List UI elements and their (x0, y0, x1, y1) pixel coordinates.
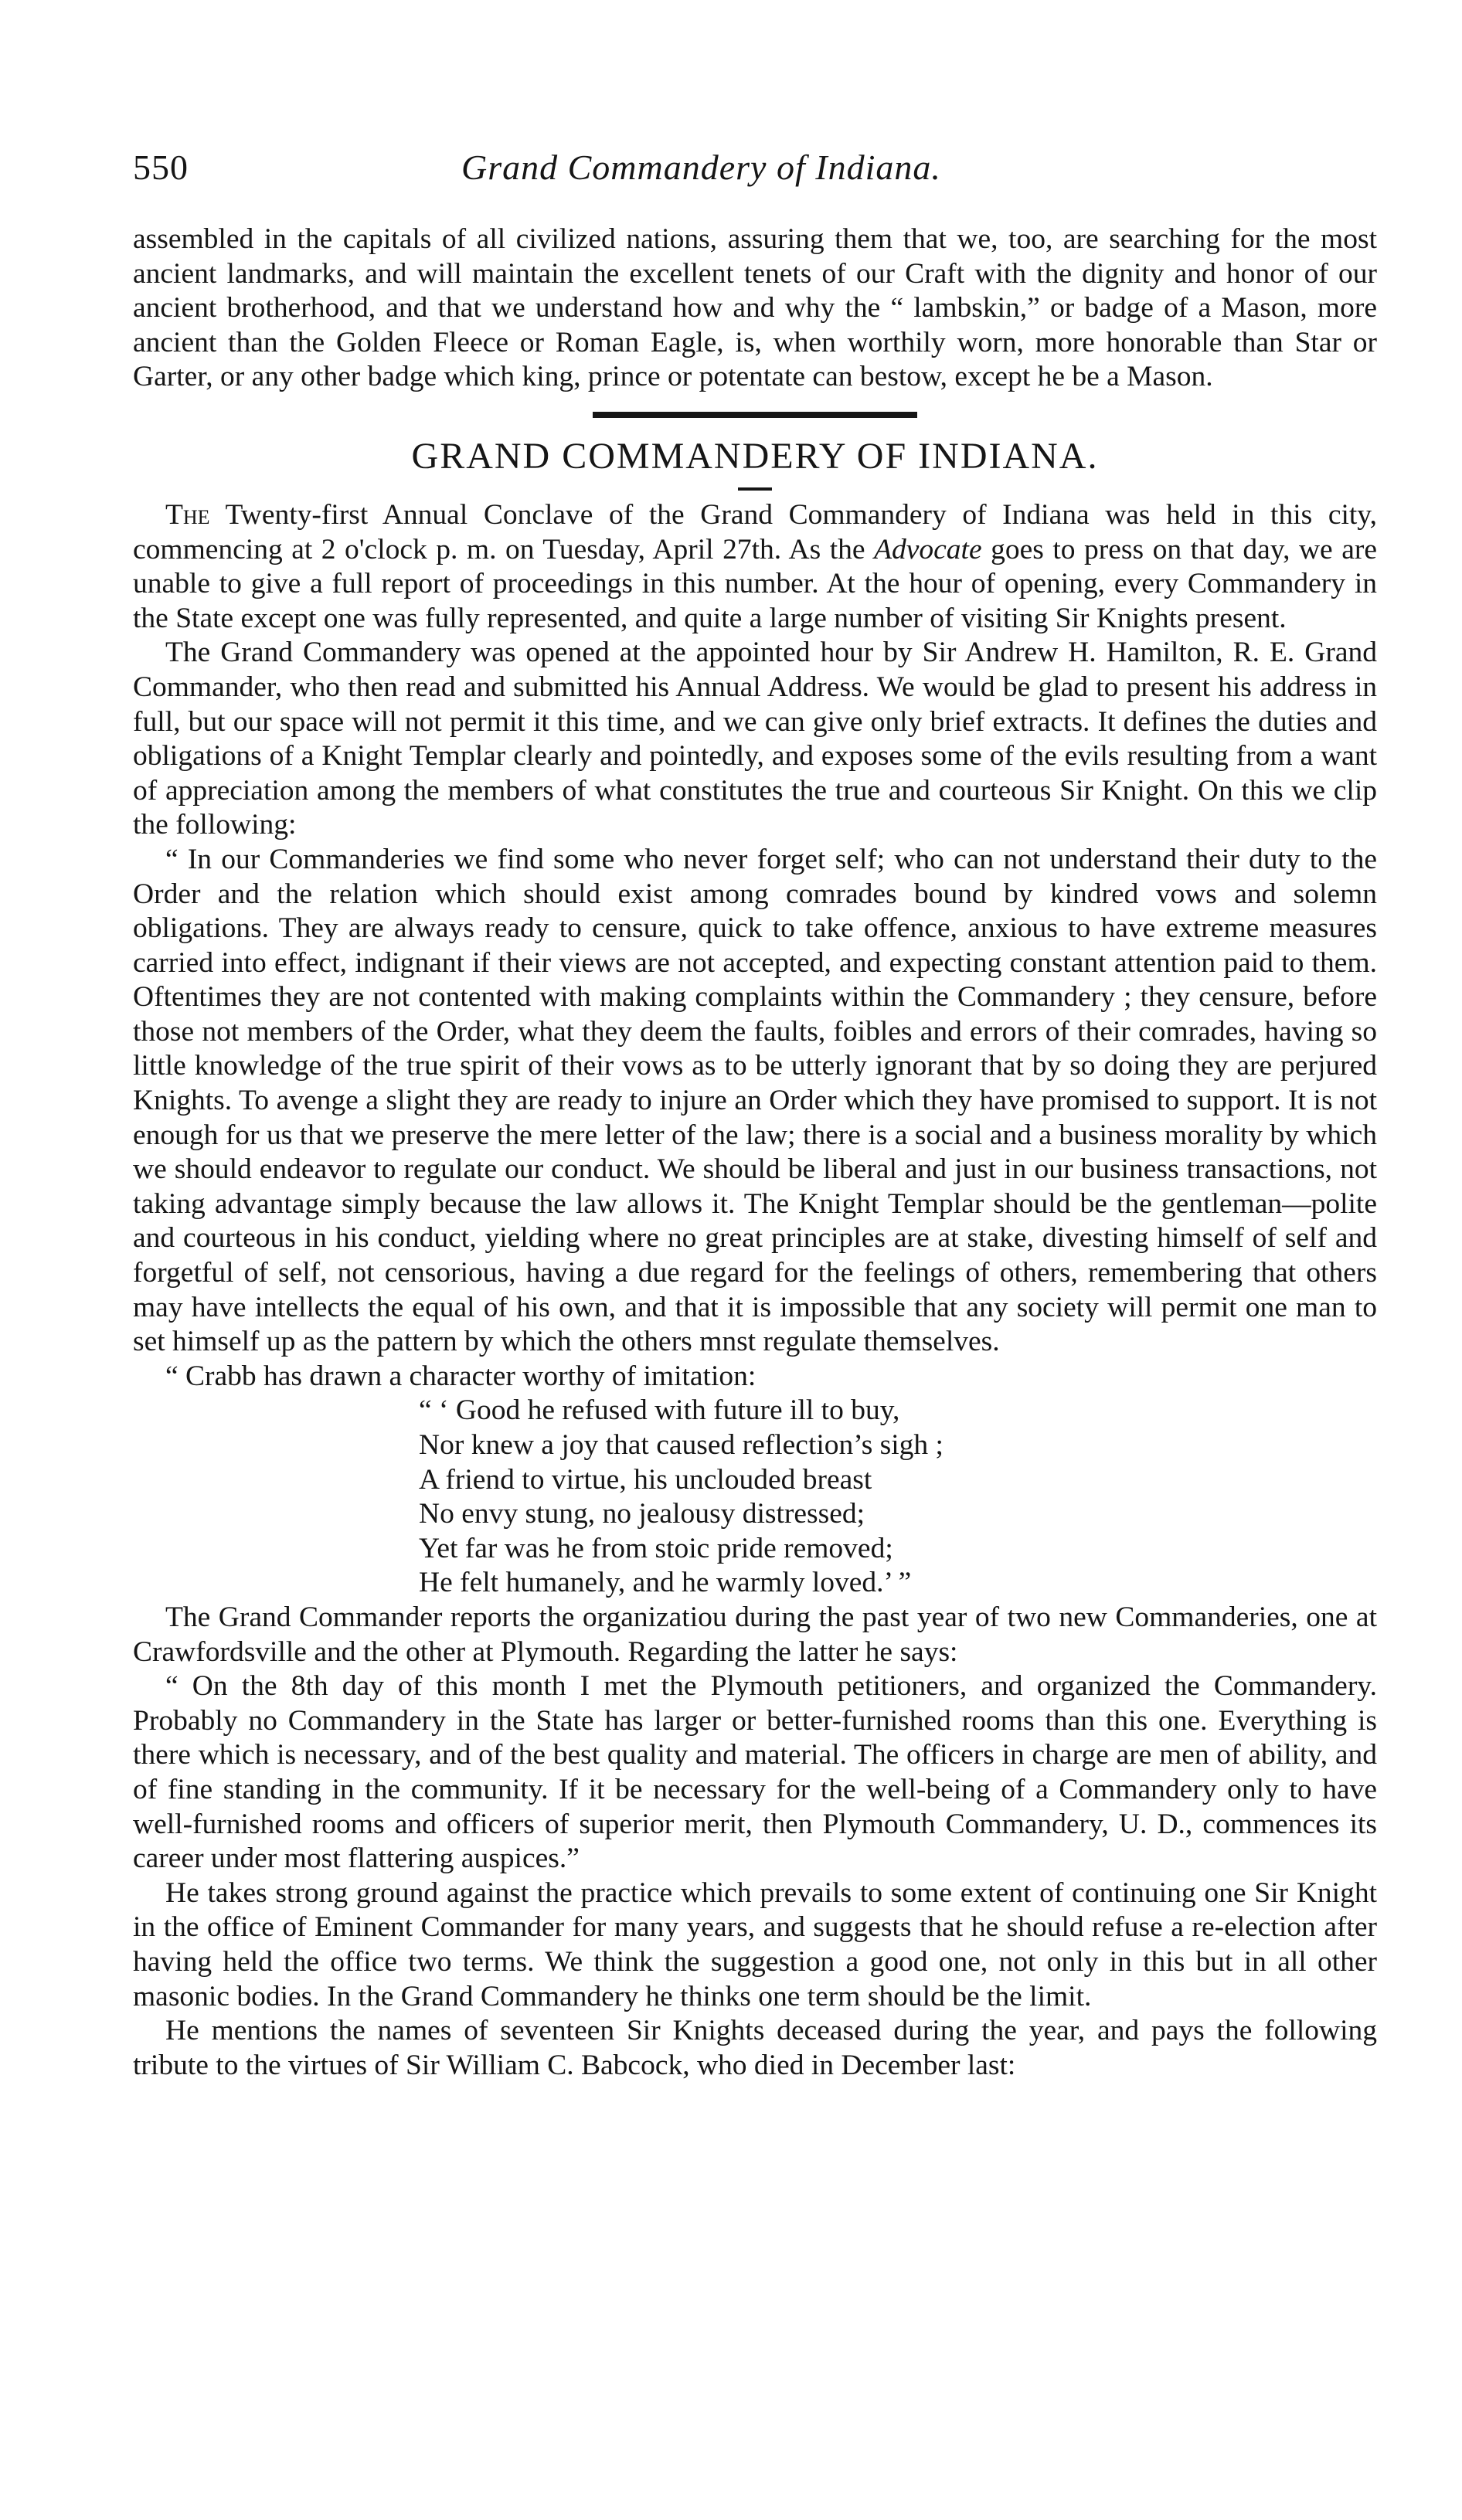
paragraph-1-text-b: goes to press on that day, we are unable to give a full report of proceedings in this number. At the hour of opening, every Commandery in the State except one was fully represented, and quite a large number of visiting Sir Knights present. (133, 533, 1377, 634)
poem-line: No envy stung, no jealousy distressed; (419, 1498, 865, 1530)
lead-word: The (165, 498, 210, 531)
page-number: 550 (133, 148, 189, 187)
crabb-intro: “ Crabb has drawn a character worthy of imitation: (165, 1360, 756, 1392)
article-paragraph-1 (133, 498, 1377, 636)
book-page (133, 147, 1377, 2083)
plymouth-quote-paragraph: “ On the 8th day of this month I met the Plymouth petitioners, and organized the Commandery. Probably no Commandery in the State has larger or better-furnished rooms than this one. Everything is there which is necessary, and of the best quality and material. The officers in charge are men of ability, and of fine standing in the community. If it be necessary for the well-being of a Commandery only to have well-furnished rooms and officers of superior merit, then Plymouth Commandery, U. D., commences its career under most flattering auspices.” (133, 1670, 1377, 1875)
poem-line: He felt humanely, and he warmly loved.’ ” (419, 1567, 912, 1599)
poem-line: Yet far was he from stoic pride removed; (419, 1532, 893, 1564)
article-paragraph-2: The Grand Commandery was opened at the appointed hour by Sir Andrew H. Hamilton, R. E. Grand Commander, who then read and submitted his Annual Address. We would be glad to present his address in full, but our space will not permit it this time, and we can give only brief extracts. It defines the duties and obligations of a Knight Templar clearly and pointedly, and exposes some of the evils resulting from a want of appreciation among the members of what constitutes the true and courteous Sir Knight. On this we clip the following: (133, 637, 1377, 841)
running-head (133, 147, 1377, 204)
poem-line: Nor knew a joy that caused reflection’s sigh ; (419, 1429, 944, 1461)
title-rule (738, 487, 772, 491)
article-paragraph-8: He mentions the names of seventeen Sir Knights deceased during the year, and pays the following tribute to the virtues of Sir William C. Babcock, who died in December last: (133, 2015, 1377, 2081)
quoted-address-paragraph: “ In our Commanderies we find some who never forget self; who can not understand their duty to the Order and the relation which should exist among comrades bound by kindred vows and solemn obligations. They are always ready to censure, quick to take offence, anxious to have extreme measures carried into effect, indignant if their views are not accepted, and expecting constant attention paid to them. Oftentimes they are not contented with making complaints within the Commandery ; they censure, before those not members of the Order, what they deem the faults, foibles and errors of their comrades, having so little knowledge of the true spirit of their vows as to be utterly ignorant that by so doing they are perjured Knights. To avenge a slight they are ready to injure an Order which they have promised to support. It is not enough for us that we preserve the mere letter of the law; there is a social and a business morality by which we should endeavor to regulate our conduct. We should be liberal and just in our business transactions, not taking advantage simply because the law allows it. The Knight Templar should be the gentleman—polite and courteous in his conduct, yielding where no great principles are at stake, divesting himself of self and forgetful of self, not censorious, having a due regard for the feelings of others, remembering that others may have intellects the equal of his own, and that it is impossible that any society will permit one man to set himself up as the pattern by which the others mnst regulate themselves. (133, 843, 1377, 1358)
article-paragraph-5: The Grand Commander reports the organizatiou during the past year of two new Commanderies, one at Crawfordsville and the other at Plymouth. Regarding the latter he says: (133, 1601, 1377, 1668)
running-title: Grand Commandery of Indiana. (461, 148, 941, 187)
article-title: GRAND COMMANDERY OF INDIANA. (411, 435, 1099, 477)
poem-line: “ ‘ Good he refused with future ill to buy, (419, 1394, 900, 1427)
advocate-italic: Advocate (874, 533, 982, 565)
section-divider (593, 412, 917, 418)
article-paragraph-7: He takes strong ground against the practice which prevails to some extent of continuing one Sir Knight in the office of Eminent Commander for many years, and suggests that he should refuse a re-election after having held the office two terms. We think the suggestion a good one, not only in this but in all other masonic bodies. In the Grand Commandery he thinks one term should be the limit. (133, 1876, 1377, 2012)
paragraph-1-text-a: Twenty-first Annual Conclave of the Grand Commandery of Indiana was held in this city, commencing at 2 o'clock p. m. on Tuesday, April 27th. As the (133, 498, 1377, 565)
poem-quote (419, 1394, 1377, 1601)
poem-line: A friend to virtue, his unclouded breast (419, 1463, 872, 1496)
continuation-paragraph: assembled in the capitals of all civilized nations, assuring them that we, too, are searching for the most ancient landmarks, and will maintain the excellent tenets of our Craft with the dignity and honor of our ancient brotherhood, and that we understand how and why the “ lambskin,” or badge of a Mason, more ancient than the Golden Fleece or Roman Eagle, is, when worthily worn, more honorable than Star or Garter, or any other badge which king, prince or potentate can bestow, except he be a Mason. (133, 223, 1377, 393)
